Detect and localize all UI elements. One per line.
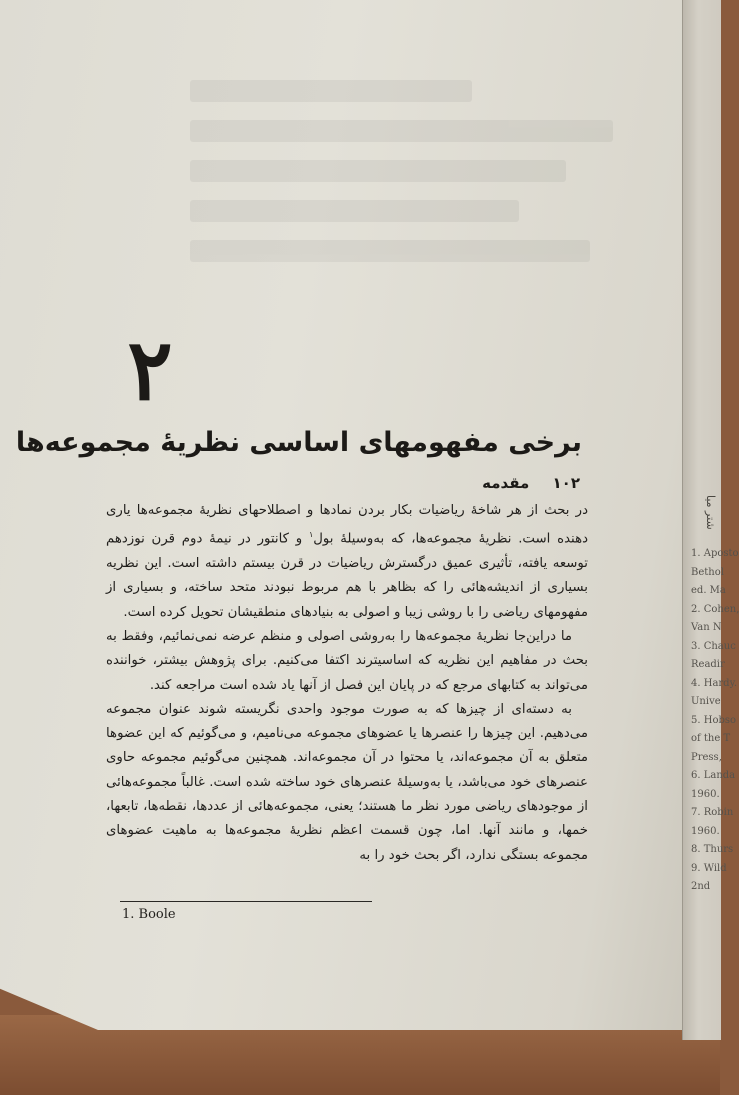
adjacent-reference-line: 2. Cohen,: [691, 603, 739, 615]
adjacent-reference-line: 4. Hardy.: [691, 677, 738, 689]
adjacent-reference-line: 2nd: [691, 881, 711, 892]
adjacent-reference-line: 3. Chauc: [691, 640, 736, 652]
footnote-reference: ۱: [308, 530, 314, 540]
footnote-rule: [120, 901, 372, 902]
section-number: ۱۰۲: [552, 474, 580, 492]
chapter-title: برخی مفهومهای اساسی نظریهٔ مجموعه‌ها: [15, 427, 582, 458]
footnote: 1. Boole: [122, 907, 176, 922]
adjacent-reference-line: 8. Thurs: [691, 844, 734, 855]
adjacent-reference-line: 6. Landa: [691, 770, 736, 781]
adjacent-reference-line: 9. Wild: [691, 862, 727, 874]
adjacent-reference-line: Van N: [691, 622, 722, 633]
adjacent-reference-line: 1960.: [691, 788, 720, 800]
paragraph-intro-text-cont: و کانتور در نیمهٔ دوم قرن نوزدهم توسعه یافته، تأثیری عمیق درگسترش ریاضیات در قرن بیستم داشته است. این نظریه بسیاری از اندیشه‌هائی را که بظاهر با هم مربوط نبودند متحد ساخته، و بسیاری از مفهومهای ریاضی را با روشی زیبا و اصولی به بنیادهای منطقیشان تحویل کرده است.: [106, 531, 588, 620]
section-title: مقدمه: [482, 474, 530, 492]
paragraph-scope: ما دراین‌جا نظریهٔ مجموعه‌ها را به‌روشی اصولی و منظم عرضه نمی‌نمائیم، وفقط به بحث در مفاهیم این نظریه که اساسیترند اکتفا می‌کنیم. برای پژوهش بیشتر، خوانند‌ه می‌تواند به کتابهای مرجع که در پایان این فصل از آنها یاد شده است مراجعه کند.: [106, 628, 588, 693]
adjacent-reference-line: 5. Hobso: [691, 714, 737, 726]
adjacent-reference-line: 7. Robin: [691, 807, 734, 818]
bleed-through-text: [190, 80, 660, 290]
adjacent-reference-line: Readir: [691, 659, 725, 670]
paragraph-intro: [106, 499, 588, 625]
paragraph-definition: به دسته‌ای از چیزها که به صورت موجود واحدی نگریسته شوند عنوان مجموعه می‌دهیم. این چیزها را عنصرها یا عضوهای مجموعه می‌نامیم، و می‌گوئیم که این عضوها متعلق به آن مجموعه‌اند، یا محتوا در آن مجموعه‌اند. همچنین می‌گوئیم مجموعه حاوی عنصرهای خود می‌باشد، یا به‌وسیلهٔ عنصرهای خود ساخته شده است. غالباً مجموعه‌هائی از موجودهای ریاضی مورد نظر ما هستند؛ یعنی، مجموعه‌هائی از عددها، نقطه‌ها، تابعها، خمها، و مانند آنها. اما، چون قسمت اعظم نظریهٔ مجموعه‌ها به ماهیت عضوهای مجموعه بستگی ندارد، اگر بحث خود را به: [106, 701, 588, 863]
adjacent-reference-line: 1960.: [691, 825, 720, 837]
body-text: [106, 499, 588, 868]
adjacent-reference-line: 1. Aposto: [691, 548, 739, 559]
adjacent-reference-line: ed. Ma: [691, 585, 726, 596]
chapter-number: ۲: [127, 320, 173, 419]
adjacent-reference-line: Bethol: [691, 566, 724, 578]
paragraph-intro-text: در بحث از هر شاخهٔ ریاضیات بکار بردن نمادها و اصطلاحهای نظریهٔ مجموعه‌ها یاری دهنده است. نظریهٔ مجموعه‌ها، که به‌وسیلهٔ بول: [106, 503, 588, 547]
adjacent-reference-line: of the T: [691, 733, 731, 744]
section-heading: [380, 470, 580, 496]
adjacent-page-heading: شتر میا: [704, 495, 717, 530]
adjacent-reference-line: Unive: [691, 696, 721, 707]
adjacent-reference-line: Press,: [691, 751, 722, 763]
adjacent-page-edge: [682, 0, 739, 1040]
